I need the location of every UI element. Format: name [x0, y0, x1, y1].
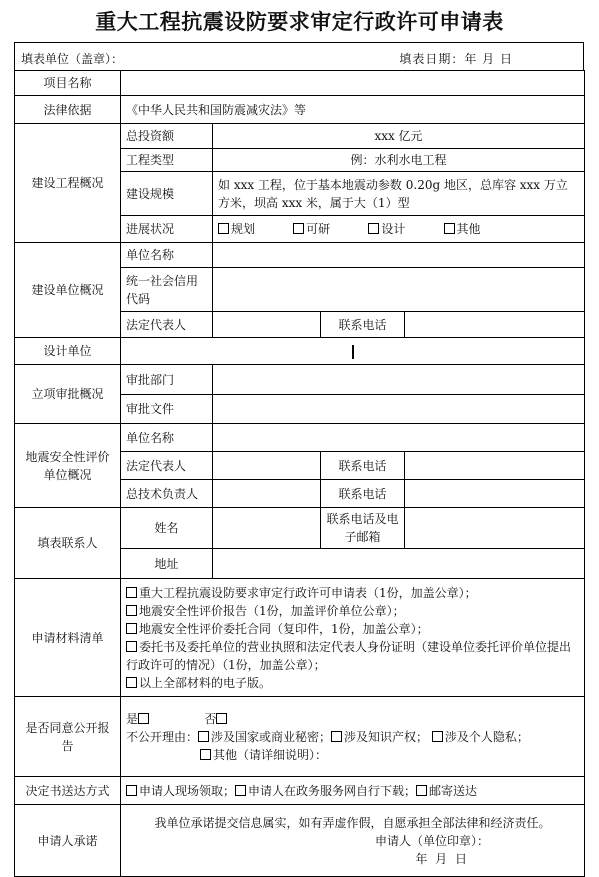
reason-label: 不公开理由： [126, 729, 199, 744]
checkbox-icon[interactable] [218, 223, 229, 234]
material-item[interactable]: 地震安全性评价委托合同（复印件，1份，加盖公章）； [126, 620, 579, 638]
label-materials: 申请材料清单 [15, 579, 121, 697]
label-builder: 建设单位概况 [15, 243, 121, 338]
approval-doc-field[interactable] [213, 395, 585, 424]
disclosure-yes[interactable]: 是 [126, 712, 151, 726]
credit-code-field[interactable] [213, 268, 585, 312]
material-item[interactable]: 委托书及委托单位的营业执照和法定代表人身份证明（建设单位委托评价单位提出行政许可的情况）（1份，加盖公章）； [126, 639, 572, 672]
checkbox-icon[interactable] [416, 785, 427, 796]
reason-option[interactable]: 涉及个人隐私； [432, 730, 529, 744]
commitment-block [121, 805, 585, 877]
approval-dept-field[interactable] [213, 365, 585, 395]
form-header [14, 42, 584, 70]
seismic-unit-name-field[interactable] [213, 424, 585, 452]
progress-options [213, 216, 585, 243]
label-tech-contact-phone: 联系电话 [321, 480, 405, 508]
label-address: 地址 [121, 549, 213, 579]
commitment-text: 我单位承诺提交信息属实，如有弄虚作假，自愿承担全部法律和经济责任。 [154, 815, 551, 830]
reason-option[interactable]: 涉及国家或商业秘密； [198, 730, 331, 744]
reason-option[interactable]: 涉及知识产权； [331, 730, 428, 744]
label-delivery: 决定书送达方式 [15, 777, 121, 805]
design-unit-field[interactable] [121, 338, 585, 365]
checkbox-icon[interactable] [126, 605, 137, 616]
signature-date[interactable]: 年 月 日 [415, 851, 469, 866]
label-overview: 建设工程概况 [15, 124, 121, 243]
label-approval-dept: 审批部门 [121, 365, 213, 395]
label-commitment: 申请人承诺 [15, 805, 121, 877]
legal-rep-field[interactable] [213, 312, 321, 338]
checkbox-icon[interactable] [432, 731, 443, 742]
material-item[interactable]: 重大工程抗震设防要求审定行政许可申请表（1份，加盖公章）； [126, 584, 579, 602]
checkbox-icon[interactable] [138, 713, 149, 724]
checkbox-icon[interactable] [198, 731, 209, 742]
delivery-option[interactable]: 申请人现场领取； [126, 784, 235, 798]
label-disclosure: 是否同意公开报告 [15, 697, 121, 777]
label-credit-code: 统一社会信用代码 [121, 268, 213, 312]
checkbox-icon[interactable] [126, 587, 137, 598]
progress-option-feasibility[interactable]: 可研 [293, 222, 330, 236]
label-legal-basis: 法律依据 [15, 96, 121, 124]
progress-option-other[interactable]: 其他 [444, 222, 481, 236]
tech-lead-field[interactable] [213, 480, 321, 508]
progress-option-design[interactable]: 设计 [368, 222, 405, 236]
label-unit-name: 单位名称 [121, 243, 213, 268]
checkbox-icon[interactable] [200, 749, 211, 760]
disclosure-options [121, 697, 585, 777]
label-seismic-unit: 地震安全性评价单位概况 [15, 424, 121, 508]
checkbox-icon[interactable] [444, 223, 455, 234]
label-legal-rep: 法定代表人 [121, 312, 213, 338]
scale-value[interactable]: 如 xxx 工程，位于基本地震动参数 0.20g 地区，总库容 xxx 万立方米，坝高 xxx 米，属于大（1）型 [213, 172, 585, 216]
material-item[interactable]: 以上全部材料的电子版。 [126, 674, 579, 692]
checkbox-icon[interactable] [126, 641, 137, 652]
checkbox-icon[interactable] [235, 785, 246, 796]
phone-email-field[interactable] [405, 508, 585, 549]
reason-option[interactable]: 其他（请详细说明）： [200, 748, 327, 762]
delivery-option[interactable]: 申请人在政务服务网自行下载； [235, 784, 416, 798]
seismic-contact-phone-field[interactable] [405, 452, 585, 480]
checkbox-icon[interactable] [126, 677, 137, 688]
delivery-option[interactable]: 邮寄送达 [416, 784, 477, 798]
name-field[interactable] [213, 508, 321, 549]
progress-option-plan[interactable]: 规划 [218, 222, 255, 236]
checkbox-icon[interactable] [331, 731, 342, 742]
application-form-table [14, 70, 585, 877]
materials-list [121, 579, 585, 697]
label-seismic-legal-rep: 法定代表人 [121, 452, 213, 480]
checkbox-icon[interactable] [293, 223, 304, 234]
checkbox-icon[interactable] [216, 713, 227, 724]
label-progress: 进展状况 [121, 216, 213, 243]
label-name: 姓名 [121, 508, 213, 549]
contact-phone-field[interactable] [405, 312, 585, 338]
label-seismic-unit-name: 单位名称 [121, 424, 213, 452]
label-design-unit: 设计单位 [15, 338, 121, 365]
applicant-signature[interactable]: 申请人（单位印章）： [374, 833, 489, 848]
checkbox-icon[interactable] [126, 623, 137, 634]
builder-unit-name-field[interactable] [213, 243, 585, 268]
disclosure-no[interactable]: 否 [204, 712, 229, 726]
label-approval: 立项审批概况 [15, 365, 121, 424]
seismic-legal-rep-field[interactable] [213, 452, 321, 480]
material-item[interactable]: 地震安全性评价报告（1份，加盖评价单位公章）； [126, 602, 579, 620]
label-scale: 建设规模 [121, 172, 213, 216]
form-title: 重大工程抗震设防要求审定行政许可申请表 [95, 9, 504, 34]
label-project-type: 工程类型 [121, 149, 213, 172]
text-cursor-icon [352, 345, 354, 359]
label-seismic-contact-phone: 联系电话 [321, 452, 405, 480]
checkbox-icon[interactable] [368, 223, 379, 234]
delivery-options [121, 777, 585, 805]
legal-basis-value: 《中华人民共和国防震减灾法》等 [121, 96, 585, 124]
label-phone-email: 联系电话及电子邮箱 [321, 508, 405, 549]
label-total-investment: 总投资额 [121, 124, 213, 149]
label-contact: 填表联系人 [15, 508, 121, 579]
total-investment-value[interactable]: xxx 亿元 [213, 124, 585, 149]
label-project-name: 项目名称 [15, 71, 121, 96]
unit-label: 填表单位（盖章）： [21, 52, 124, 66]
project-type-value[interactable]: 例：水利水电工程 [213, 149, 585, 172]
label-approval-doc: 审批文件 [121, 395, 213, 424]
address-field[interactable] [213, 549, 585, 579]
date-label: 填表日期：年 月 日 [399, 52, 513, 66]
label-contact-phone: 联系电话 [321, 312, 405, 338]
label-tech-lead: 总技术负责人 [121, 480, 213, 508]
tech-contact-phone-field[interactable] [405, 480, 585, 508]
project-name-field[interactable] [121, 71, 585, 96]
checkbox-icon[interactable] [126, 785, 137, 796]
